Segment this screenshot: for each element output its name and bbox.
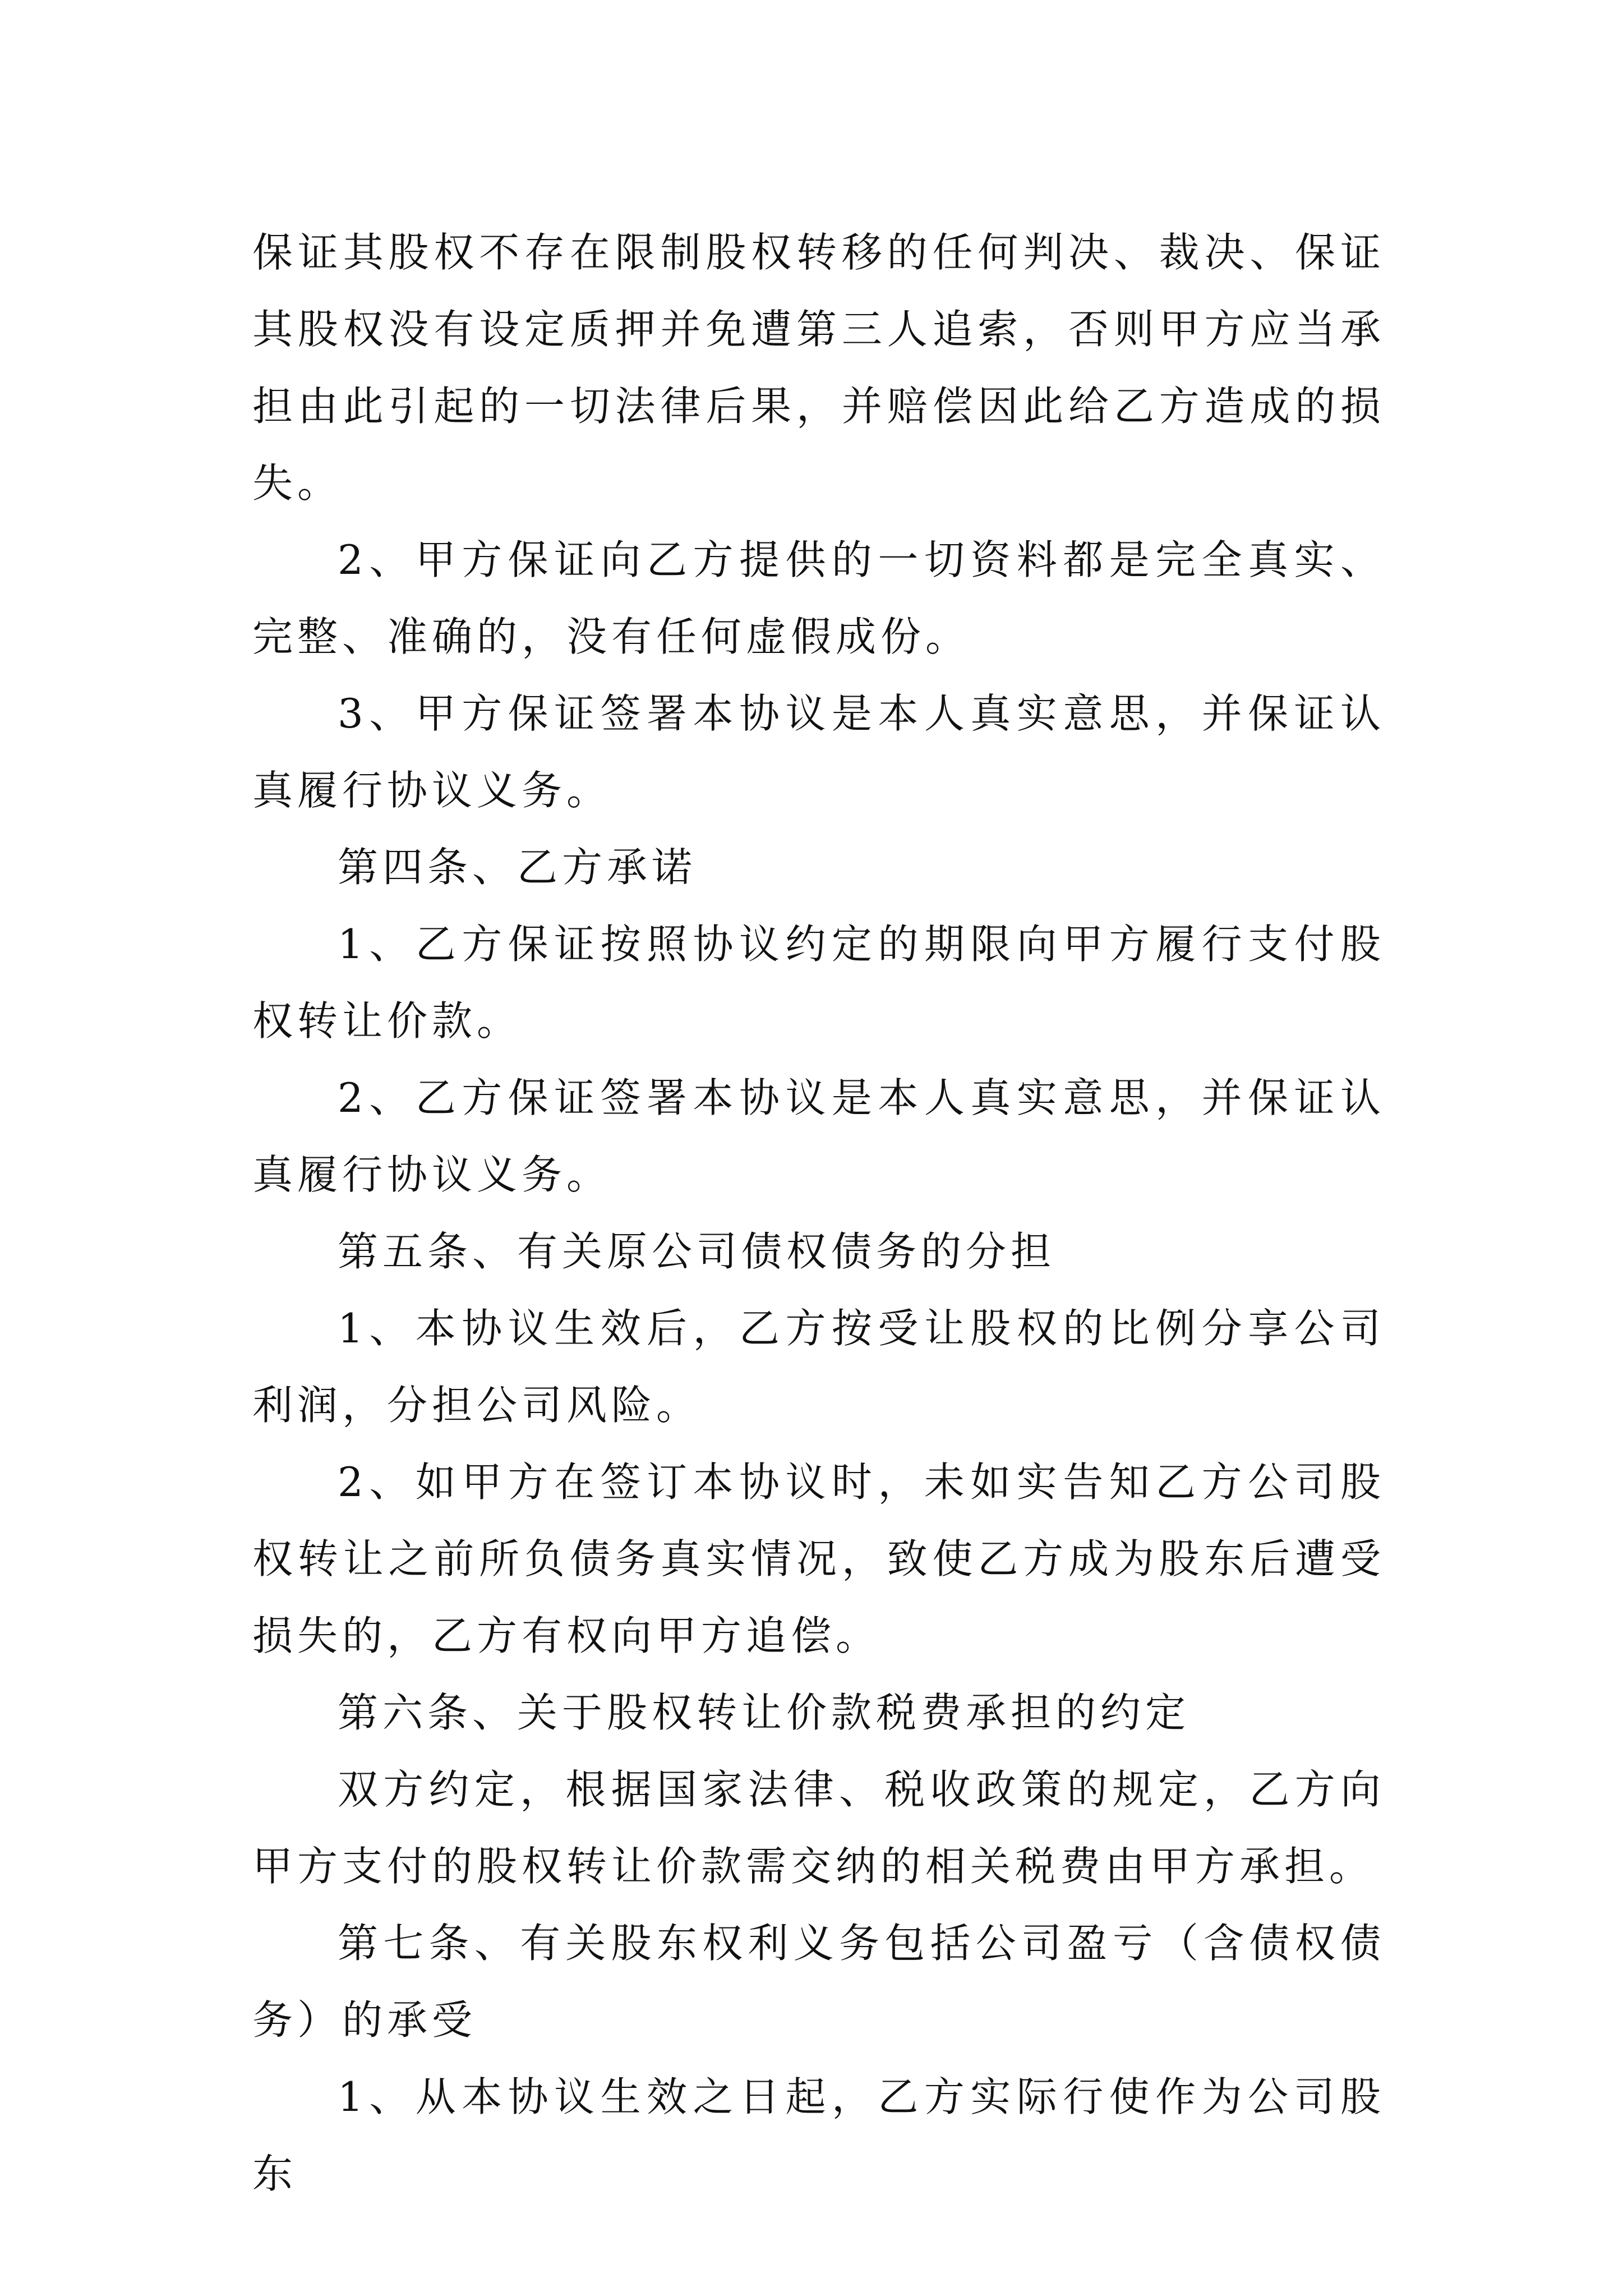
paragraph-clause-4-1: 1、乙方保证按照协议约定的期限向甲方履行支付股权转让价款。 <box>252 921 1385 1045</box>
paragraph-clause-5-1: 1、本协议生效后，乙方按受让股权的比例分享公司利润，分担公司风险。 <box>252 1305 1385 1429</box>
article-5-heading: 第五条、有关原公司债权债务的分担 <box>338 1228 1056 1275</box>
document-body <box>252 214 1385 2212</box>
article-7-heading: 第七条、有关股东权利义务包括公司盈亏（含债权债务）的承受 <box>252 1920 1385 2044</box>
paragraph-clause-3-3: 3、甲方保证签署本协议是本人真实意思，并保证认真履行协议义务。 <box>252 690 1385 814</box>
paragraph-continuation: 保证其股权不存在限制股权转移的任何判决、裁决、保证其股权没有设定质押并免遭第三人追索，否则甲方应当承担由此引起的一切法律后果，并赔偿因此给乙方造成的损失。 <box>252 229 1385 507</box>
paragraph-clause-3-2: 2、甲方保证向乙方提供的一切资料都是完全真实、完整、准确的，没有任何虚假成份。 <box>252 536 1385 660</box>
paragraph-clause-6: 双方约定，根据国家法律、税收政策的规定，乙方向甲方支付的股权转让价款需交纳的相关税费由甲方承担。 <box>252 1766 1385 1890</box>
paragraph-clause-5-2: 2、如甲方在签订本协议时，未如实告知乙方公司股权转让之前所负债务真实情况，致使乙方成为股东后遭受损失的，乙方有权向甲方追偿。 <box>252 1458 1385 1659</box>
article-4-heading: 第四条、乙方承诺 <box>338 844 697 891</box>
article-6-heading: 第六条、关于股权转让价款税费承担的约定 <box>338 1689 1191 1736</box>
paragraph-clause-7-1: 1、从本协议生效之日起，乙方实际行使作为公司股东 <box>252 2073 1385 2197</box>
paragraph-clause-4-2: 2、乙方保证签署本协议是本人真实意思，并保证认真履行协议义务。 <box>252 1074 1385 1198</box>
